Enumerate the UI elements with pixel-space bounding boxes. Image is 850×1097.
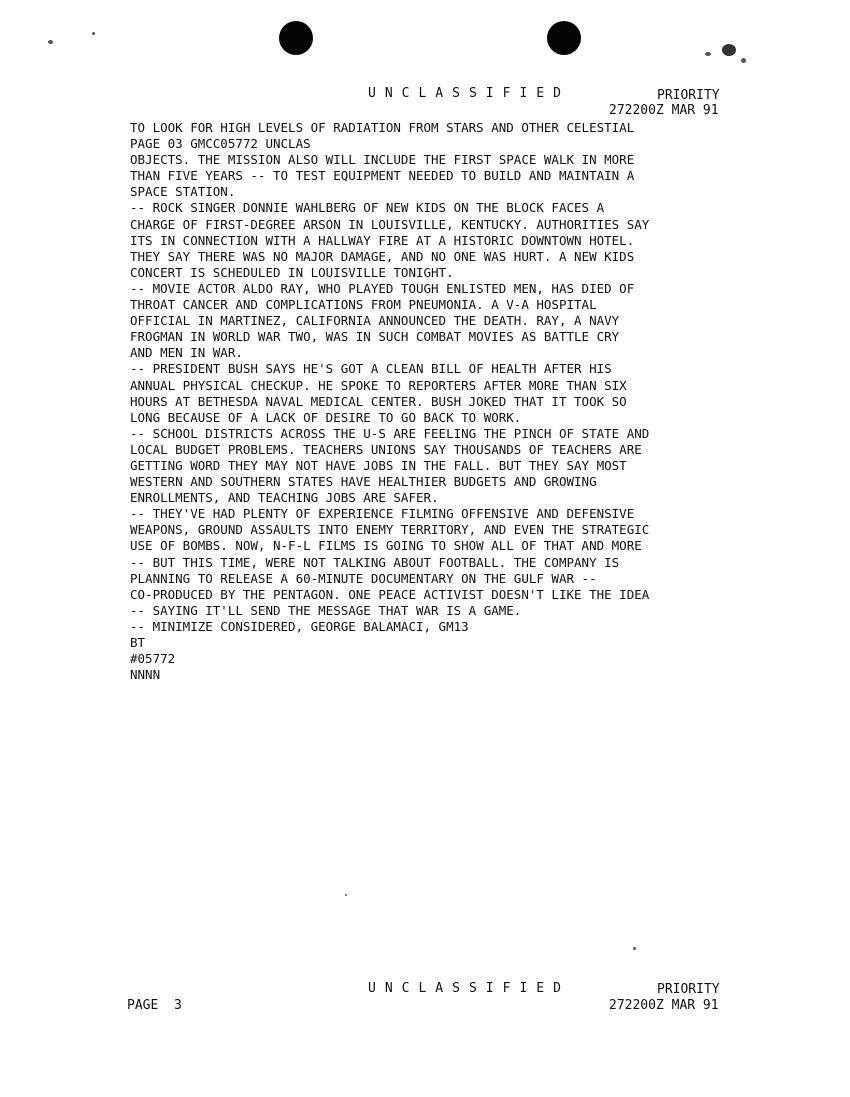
- punch-hole-left: [279, 21, 313, 55]
- footer-classification: UNCLASSIFIED: [368, 981, 570, 996]
- punch-hole-right: [547, 21, 581, 55]
- footer-date-time-group: 272200Z MAR 91: [609, 998, 719, 1013]
- body-line: ENROLLMENTS, AND TEACHING JOBS ARE SAFER.: [130, 490, 439, 506]
- scan-speck: [345, 894, 347, 896]
- header-date-time-group: 272200Z MAR 91: [609, 103, 719, 118]
- body-line: CO-PRODUCED BY THE PENTAGON. ONE PEACE ACTIVIST DOESN'T LIKE THE IDEA: [130, 586, 650, 602]
- body-line: BT: [130, 635, 146, 650]
- body-line: ITS IN CONNECTION WITH A HALLWAY FIRE AT A HISTORIC DOWNTOWN HOTEL.: [130, 232, 635, 248]
- body-line: PAGE 03 GMCC05772 UNCLAS: [130, 136, 311, 152]
- body-line: THROAT CANCER AND COMPLICATIONS FROM PNEUMONIA. A V-A HOSPITAL: [130, 297, 597, 313]
- body-line: GETTING WORD THEY MAY NOT HAVE JOBS IN THE FALL. BUT THEY SAY MOST: [130, 457, 627, 473]
- body-line: LONG BECAUSE OF A LACK OF DESIRE TO GO BACK TO WORK.: [130, 409, 522, 425]
- header-classification: UNCLASSIFIED: [368, 86, 570, 101]
- scan-speck: [722, 44, 736, 56]
- body-line: ANNUAL PHYSICAL CHECKUP. HE SPOKE TO REPORTERS AFTER MORE THAN SIX: [130, 377, 627, 393]
- body-line: USE OF BOMBS. NOW, N-F-L FILMS IS GOING TO SHOW ALL OF THAT AND MORE: [130, 538, 642, 554]
- body-line: OBJECTS. THE MISSION ALSO WILL INCLUDE THE FIRST SPACE WALK IN MORE: [130, 152, 635, 168]
- body-line: WEAPONS, GROUND ASSAULTS INTO ENEMY TERRITORY, AND EVEN THE STRATEGIC: [130, 522, 650, 538]
- body-line: AND MEN IN WAR.: [130, 345, 243, 361]
- body-line: LOCAL BUDGET PROBLEMS. TEACHERS UNIONS SAY THOUSANDS OF TEACHERS ARE: [130, 441, 642, 457]
- header-precedence: PRIORITY: [657, 88, 720, 103]
- body-line: PLANNING TO RELEASE A 60-MINUTE DOCUMENTARY ON THE GULF WAR --: [130, 570, 597, 586]
- scan-speck: [705, 52, 711, 56]
- scan-speck: [741, 58, 746, 63]
- body-line: CONCERT IS SCHEDULED IN LOUISVILLE TONIGHT.: [130, 264, 454, 280]
- body-line: -- BUT THIS TIME, WERE NOT TALKING ABOUT FOOTBALL. THE COMPANY IS: [130, 554, 620, 570]
- body-line: HOURS AT BETHESDA NAVAL MEDICAL CENTER. BUSH JOKED THAT IT TOOK SO: [130, 393, 627, 409]
- body-line: NNNN: [130, 667, 161, 683]
- body-line: -- MINIMIZE CONSIDERED, GEORGE BALAMACI, GM13: [130, 618, 469, 634]
- body-line: -- PRESIDENT BUSH SAYS HE'S GOT A CLEAN BILL OF HEALTH AFTER HIS: [130, 361, 612, 377]
- body-line: FROGMAN IN WORLD WAR TWO, WAS IN SUCH COMBAT MOVIES AS BATTLE CRY: [130, 329, 620, 345]
- scan-speck: [92, 32, 95, 35]
- body-line: THEY SAY THERE WAS NO MAJOR DAMAGE, AND NO ONE WAS HURT. A NEW KIDS: [130, 248, 635, 264]
- page-number: PAGE 3: [127, 998, 182, 1013]
- body-line: WESTERN AND SOUTHERN STATES HAVE HEALTHIER BUDGETS AND GROWING: [130, 474, 597, 490]
- body-line: -- THEY'VE HAD PLENTY OF EXPERIENCE FILMING OFFENSIVE AND DEFENSIVE: [130, 506, 635, 522]
- scan-speck: [633, 947, 636, 950]
- body-line: OFFICIAL IN MARTINEZ, CALIFORNIA ANNOUNCED THE DEATH. RAY, A NAVY: [130, 313, 620, 329]
- body-line: #05772: [130, 651, 176, 667]
- body-line: -- ROCK SINGER DONNIE WAHLBERG OF NEW KIDS ON THE BLOCK FACES A: [130, 200, 605, 216]
- body-line: -- SAYING IT'LL SEND THE MESSAGE THAT WAR IS A GAME.: [130, 602, 522, 618]
- body-line: SPACE STATION.: [130, 184, 236, 200]
- body-line: THAN FIVE YEARS -- TO TEST EQUIPMENT NEEDED TO BUILD AND MAINTAIN A: [130, 168, 635, 184]
- footer-precedence: PRIORITY: [657, 982, 720, 997]
- body-line: CHARGE OF FIRST-DEGREE ARSON IN LOUISVILLE, KENTUCKY. AUTHORITIES SAY: [130, 216, 650, 232]
- scan-speck: [48, 40, 53, 44]
- body-line: TO LOOK FOR HIGH LEVELS OF RADIATION FROM STARS AND OTHER CELESTIAL: [130, 120, 635, 135]
- body-line: -- MOVIE ACTOR ALDO RAY, WHO PLAYED TOUGH ENLISTED MEN, HAS DIED OF: [130, 280, 635, 296]
- message-body: [130, 120, 730, 683]
- body-line: -- SCHOOL DISTRICTS ACROSS THE U-S ARE FEELING THE PINCH OF STATE AND: [130, 425, 650, 441]
